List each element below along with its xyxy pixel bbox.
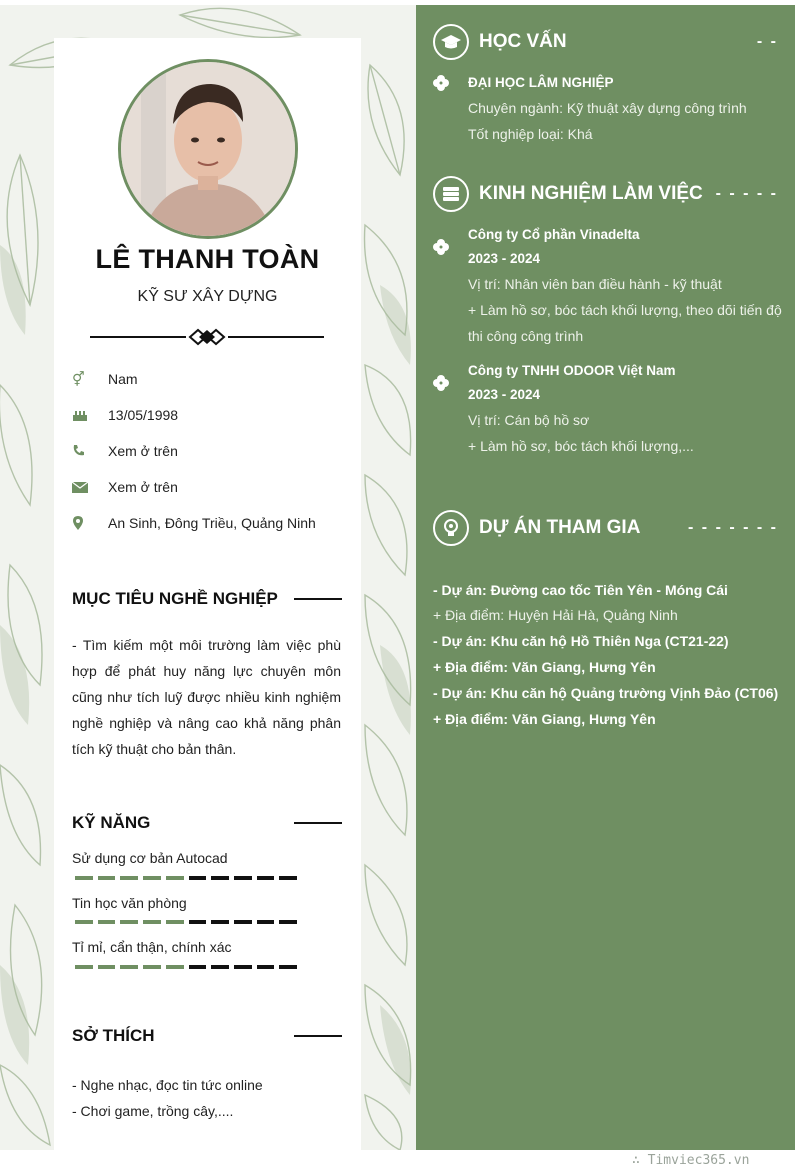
objective-text: - Tìm kiếm một môi trường làm việc phù hợp để phát huy năng lực chuyên môn cũng như tích luỹ được nhiều kinh nghiệm nghề nghiệp và nâng cao khả năng phân tích kỹ thuật cho bản thân. [72, 637, 341, 757]
lightbulb-gear-icon [433, 510, 469, 546]
experience-title: KINH NGHIỆM LÀM VIỆC [479, 183, 703, 204]
skill-segment-empty [234, 920, 252, 924]
envelope-icon [72, 478, 94, 496]
skill-segment-empty [211, 876, 229, 880]
skill-segment-empty [211, 920, 229, 924]
skill-segment-filled [143, 965, 161, 969]
skill-segment-filled [75, 920, 93, 924]
job-position: Vị trí: Nhân viên ban điều hành - kỹ thuật [468, 276, 722, 292]
job-period: 2023 - 2024 [468, 251, 541, 266]
skill-segment-empty [211, 965, 229, 969]
skill-segment-filled [75, 876, 93, 880]
skill-segment-filled [98, 876, 116, 880]
clover-bullet-icon [432, 238, 450, 256]
projects-title: DỰ ÁN THAM GIA [479, 517, 641, 538]
skill-segment-empty [257, 876, 275, 880]
skill-segment-empty [257, 965, 275, 969]
skill-segment-filled [143, 920, 161, 924]
heading-rule [294, 1035, 342, 1037]
skill-segment-empty [189, 920, 207, 924]
job-description: + Làm hồ sơ, bóc tách khối lượng, theo dõi tiến độ [468, 302, 782, 318]
project-line: + Địa điểm: Văn Giang, Hưng Yên [433, 711, 656, 727]
skill-label: Sử dụng cơ bản Autocad [72, 850, 228, 866]
job-description: + Làm hồ sơ, bóc tách khối lượng,... [468, 438, 694, 454]
job-title: KỸ SƯ XÂY DỰNG [137, 288, 278, 305]
gender-icon: ⚥ [72, 370, 85, 387]
job-position: Vị trí: Cán bộ hồ sơ [468, 412, 590, 428]
skill-segment-empty [189, 965, 207, 969]
clover-bullet-icon [432, 374, 450, 392]
skills-heading [72, 810, 342, 836]
project-line: - Dự án: Khu căn hộ Hồ Thiên Nga (CT21-22) [433, 633, 729, 649]
avatar [118, 59, 298, 239]
skill-segment-empty [189, 876, 207, 880]
objective-heading [72, 586, 342, 612]
clover-bullet-icon [432, 74, 450, 92]
major: Chuyên ngành: Kỹ thuật xây dựng công trình [468, 100, 747, 116]
graduation-cap-icon [433, 24, 469, 60]
project-line: + Địa điểm: Huyện Hải Hà, Quảng Ninh [433, 607, 678, 623]
skills-title: KỸ NĂNG [72, 813, 151, 832]
skill-segment-empty [279, 920, 297, 924]
heading-dashes: - - - - - [715, 185, 778, 202]
job-period: 2023 - 2024 [468, 387, 541, 402]
contact-gender [72, 368, 138, 390]
portrait-photo [121, 62, 295, 236]
candidate-name: LÊ THANH TOÀN [95, 244, 320, 274]
heading-dashes: - - - - - - - [688, 519, 778, 536]
contact-email [72, 476, 178, 498]
location-pin-icon [72, 514, 94, 532]
birthday-cake-icon [72, 406, 94, 424]
skill-level-bar [75, 876, 297, 880]
hobby-item: - Chơi game, trồng cây,.... [72, 1103, 234, 1119]
job-description: thi công công trình [468, 328, 584, 344]
skill-segment-filled [98, 920, 116, 924]
skill-level-bar [75, 920, 297, 924]
skill-segment-filled [143, 876, 161, 880]
address-value: An Sinh, Đông Triều, Quảng Ninh [108, 515, 316, 531]
hobby-item: - Nghe nhạc, đọc tin tức online [72, 1077, 263, 1093]
phone-icon [72, 442, 94, 460]
contact-phone [72, 440, 178, 462]
education-heading [433, 24, 778, 60]
phone-value: Xem ở trên [108, 443, 178, 459]
ornament-divider [90, 327, 324, 347]
skill-label: Tin học văn phòng [72, 895, 187, 911]
project-line: - Dự án: Đường cao tốc Tiên Yên - Móng Cái [433, 582, 728, 598]
skill-segment-filled [75, 965, 93, 969]
skill-segment-empty [234, 876, 252, 880]
contact-birthday [72, 404, 178, 426]
skill-segment-filled [120, 965, 138, 969]
education-title: HỌC VẤN [479, 31, 567, 52]
skill-segment-filled [98, 965, 116, 969]
skill-segment-filled [166, 965, 184, 969]
skill-segment-empty [279, 965, 297, 969]
skill-segment-filled [166, 920, 184, 924]
hobbies-title: SỞ THÍCH [72, 1026, 155, 1045]
skill-segment-empty [234, 965, 252, 969]
skill-segment-filled [166, 876, 184, 880]
birthday-value: 13/05/1998 [108, 407, 179, 423]
experience-heading [433, 176, 778, 212]
objective-title: MỤC TIÊU NGHỀ NGHIỆP [72, 589, 278, 608]
books-icon [433, 176, 469, 212]
skill-segment-filled [120, 876, 138, 880]
company-name: Công ty TNHH ODOOR Việt Nam [468, 363, 676, 378]
heading-rule [294, 598, 342, 600]
hobbies-heading [72, 1023, 342, 1049]
company-name: Công ty Cổ phần Vinadelta [468, 227, 640, 242]
gender-value: Nam [108, 371, 138, 387]
project-line: - Dự án: Khu căn hộ Quảng trường Vịnh Đảo (CT06) [433, 685, 779, 701]
projects-heading [433, 510, 778, 546]
skill-level-bar [75, 965, 297, 969]
heading-rule [294, 822, 342, 824]
email-value: Xem ở trên [108, 479, 178, 495]
contact-address [72, 512, 316, 534]
watermark: ∴ Timviec365.vn [632, 1153, 750, 1168]
skill-label: Tỉ mỉ, cẩn thận, chính xác [72, 939, 232, 955]
skill-segment-empty [257, 920, 275, 924]
project-line: + Địa điểm: Văn Giang, Hưng Yên [433, 659, 656, 675]
skill-segment-empty [279, 876, 297, 880]
grade: Tốt nghiệp loại: Khá [468, 126, 593, 142]
heading-dashes: - - [756, 33, 778, 50]
school-name: ĐẠI HỌC LÂM NGHIỆP [468, 75, 614, 90]
skill-segment-filled [120, 920, 138, 924]
